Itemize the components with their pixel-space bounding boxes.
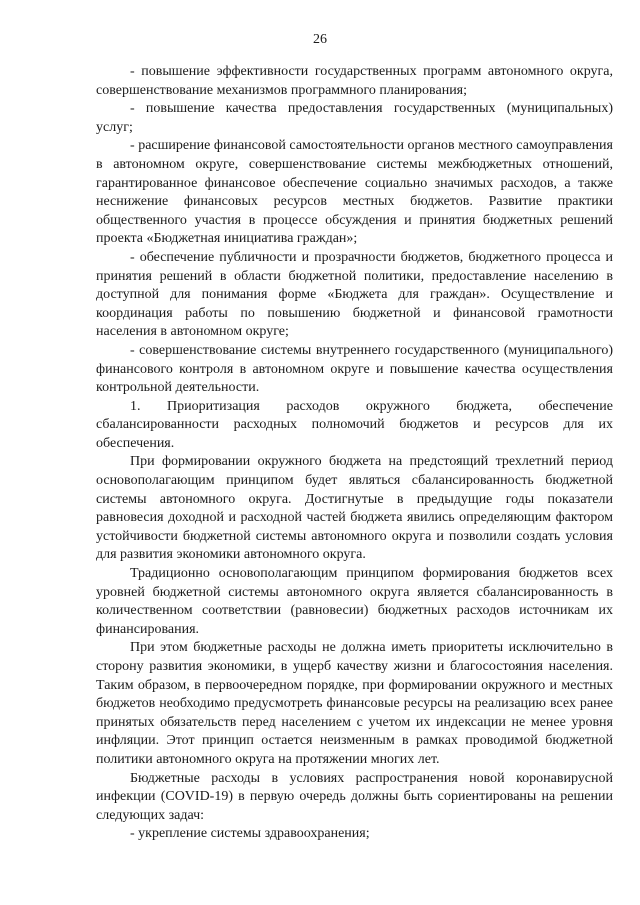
paragraph-goal-local-finance: - расширение финансовой самостоятельности органов местного самоуправления в автономном округе, совершенствование системы межбюджетных отношений, гарантированное финансовое обеспечение социально значимых расходов, а также неснижение финансовых ресурсов местных бюджетов. Развитие практики общественного участия в процессе обсуждения и принятия бюджетных решений проекта «Бюджетная инициатива граждан»; [96, 138, 613, 247]
paragraph-goal-programs: - повышение эффективности государственных программ автономного округа, совершенствование механизмов программного планирования; [96, 64, 613, 98]
paragraph-section-1-heading: 1. Приоритизация расходов окружного бюджета, обеспечение сбалансированности расходных полномочий бюджетов и ресурсов для их обеспечения. [96, 398, 613, 451]
page-number: 26 [313, 32, 327, 47]
paragraph-task-healthcare: - укрепление системы здравоохранения; [130, 826, 370, 842]
paragraph-goal-transparency: - обеспечение публичности и прозрачности бюджетов, бюджетного процесса и принятия решений в области бюджетной политики, предоставление населению в доступной для понимания форме «Бюджета для граждан». Осуществление и координация работы по повышению бюджетной и финансовой грамотности населения в автономном округе; [96, 249, 613, 340]
document-body [96, 63, 613, 844]
paragraph-budget-balance: При формировании окружного бюджета на предстоящий трехлетний период основополагающим принципом будет являться сбалансированность бюджетной системы автономного округа. Достигнутые в предыдущие годы показатели равновесия доходной и расходной частей бюджета явились определяющим фактором устойчивости бюджетной системы автономного округа и позволили создать условия для развития экономики автономного округа. [96, 454, 613, 563]
paragraph-covid-tasks: Бюджетные расходы в условиях распространения новой коронавирусной инфекции (COVID-19) в первую очередь должны быть сориентированы на решении следующих задач: [96, 770, 613, 823]
paragraph-expense-priorities: При этом бюджетные расходы не должна иметь приоритеты исключительно в сторону развития экономики, в ущерб качеству жизни и благосостояния населения. Таким образом, в первоочередном порядке, при формировании окружного и местных бюджетов необходимо предусмотреть финансовые ресурсы на реализацию всех ранее принятых обязательств перед населением с учетом их индексации не менее уровня инфляции. Этот принцип остается неизменным в рамках проводимой бюджетной политики автономного округа на протяжении многих лет. [96, 640, 613, 767]
paragraph-goal-control: - совершенствование системы внутреннего государственного (муниципального) финансового контроля в автономном округе и повышение качества осуществления контрольной деятельности. [96, 342, 613, 396]
paragraph-traditional-principle: Традиционно основополагающим принципом формирования бюджетов всех уровней бюджетной системы автономного округа является сбалансированность в количественном соответствии (равновесии) бюджетных расходов источникам их финансирования. [96, 566, 613, 637]
paragraph-goal-services: - повышение качества предоставления государственных (муниципальных) услуг; [96, 101, 613, 135]
